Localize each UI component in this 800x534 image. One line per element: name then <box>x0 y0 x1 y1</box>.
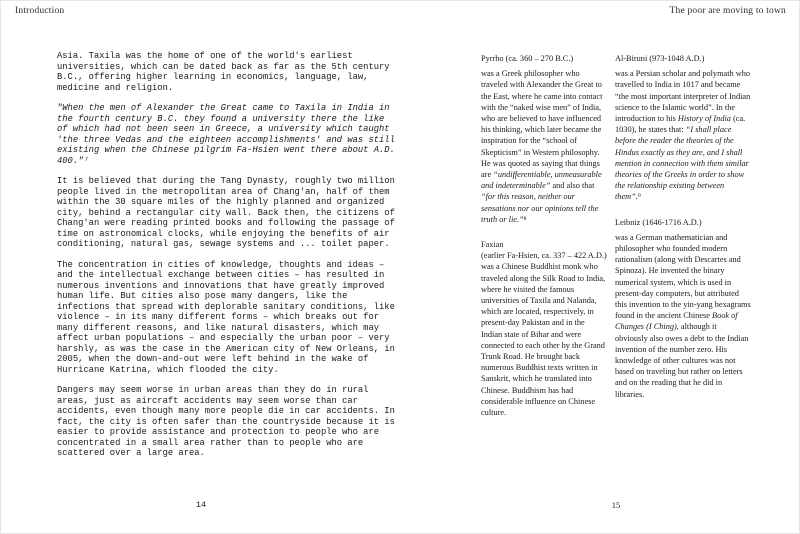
text-run: “I shall place before the reader the theories of the Hindus exactly as they are, and I shall mention in connection with them similar theories of the Greeks in order to show the relationship existing between them”. <box>615 125 749 202</box>
body-paragraph: Asia. Taxila was the home of one of the world's earliest universities, which can be dated back as far as the 5th century B.C., offering higher learning in economics, language, law, medicine and religion. <box>57 51 390 93</box>
text-run: Book of Changes (I Ching) <box>615 311 738 332</box>
entry-body <box>481 68 607 225</box>
running-header-left: Introduction <box>15 6 65 16</box>
body-paragraph: The concentration in cities of knowledge, thoughts and ideas – and the intellectual exchange between cities – has resulted in numerous inventions and innovations that have greatly improved human life. But cities also pose many dangers, like the infections that spread with deplorable sanitary conditions, like violence – in its many different forms – which breaks out for many different reasons, and like natural disasters, which may affect urban populations – and especially the urban poor – very harshly, as was the case in the American city of New Orleans, in 2005, when the down-and-out were left behind in the wake of Hurricane Katrina, which flooded the city. <box>57 259 395 375</box>
body-paragraph: Dangers may seem worse in urban areas than they do in rural areas, just as aircraft accidents may seem worse than car accidents, even though many more people die in car accidents. In fact, the city is often safer than the countryside because it is easier to provide assistance and protection to people who are concentrated in a small area rather than to people who are scattered over a large area. <box>57 385 395 458</box>
text-run: , although it obviously also owes a debt to the Indian invention of the number zero. His knowledge of other cultures was not based on traveling but rather on letters and on the reading that he did in libraries. <box>615 322 749 399</box>
right-page-column-1 <box>481 53 607 432</box>
text-run: and also that <box>550 181 595 191</box>
running-header-right: The poor are moving to town <box>669 6 786 16</box>
body-paragraph: It is believed that during the Tang Dynasty, roughly two million people lived in the metropolitan area of Chang'an, half of them within the 30 square miles of the highly planned and organized city, behind a rectangular city wall. Back then, the citizens of Chang'an were reading printed books and following the passage of time on astronomical clocks, while enjoying the benefits of air conditioning, natural gas, sewage systems and ... toilet paper. <box>57 176 395 249</box>
entry-faxian <box>481 239 607 418</box>
entry-pyrrho <box>481 53 607 225</box>
text-run: was a Chinese Buddhist monk who traveled along the Silk Road to India, where he visited the famous universities of Taxila and Nalanda, which are located, respectively, in present-day Pakistan and in the Indian state of Bihar and were connected to each other by the Grand Trunk Road. He brought back numerous Buddhist texts written in Sanskrit, which he translated into Chinese. Buddhism has had considerable influence on Chinese culture. <box>481 262 606 418</box>
page-number-right: 15 <box>611 500 621 510</box>
text-run: History of India <box>677 114 731 124</box>
entry-heading: Pyrrho (ca. 360 – 270 B.C.) <box>481 54 574 63</box>
entry-heading: Faxian <box>481 240 504 250</box>
text-run: was a Persian scholar and polymath who travelled to India in 1017 and became “the most important interpreter of Indian science to the Islamic world”. In the introduction to his <box>615 69 751 124</box>
entry-leibniz <box>615 217 751 400</box>
entry-body <box>481 261 607 418</box>
entry-heading: Al-Biruni (973-1048 A.D.) <box>615 54 705 63</box>
entry-body <box>615 232 751 400</box>
body-paragraph-quote: "When the men of Alexander the Great came to Taxila in India in the fourth century B.C. they found a university there the like of which had not been seen in Greece, a university which taught 'the three Vedas and the eighteen accomplishments' and was still existing when the Chinese pilgrim Fa-Hsien went there about A.D. 400."⁷ <box>57 103 395 166</box>
text-run: “for this reason, neither our sensations nor our opinions tell the truth or lie.” <box>481 192 599 224</box>
entry-subheading: (earlier Fa-Hsien, ca. 337 – 422 A.D.) <box>481 251 607 261</box>
right-page-text-block <box>481 53 751 432</box>
text-run: was a Greek philosopher who traveled with Alexander the Great to the East, where he came into contact with the “naked wise men” of India, who are believed to have influenced his thinking, which later became the inspiration for the “school of Skepticism” in Western philosophy. He was quoted as saying that things are <box>481 69 603 180</box>
entry-heading: Leibniz (1646-1716 A.D.) <box>615 217 702 227</box>
text-run: was a German mathematician and philosopher who founded modern rationalism (along with Descartes and Spinoza). He invented the binary numerical system, which is used in present-day computers, but attributed this invention to the yin-yang hexagrams found in the ancient Chinese <box>615 232 751 321</box>
text-run: ⁹ <box>637 192 641 202</box>
text-run: (ca. 1030), he states that: <box>615 114 746 135</box>
page-number-left: 14 <box>195 500 207 510</box>
text-run: ⁸ <box>523 214 527 224</box>
text-run: “undifferentiable, unmeasurable and indeterminable” <box>481 170 602 191</box>
left-page-text-block <box>57 51 397 469</box>
entry-body <box>615 68 751 202</box>
entry-al-biruni <box>615 53 751 203</box>
right-page-column-2 <box>615 53 751 432</box>
